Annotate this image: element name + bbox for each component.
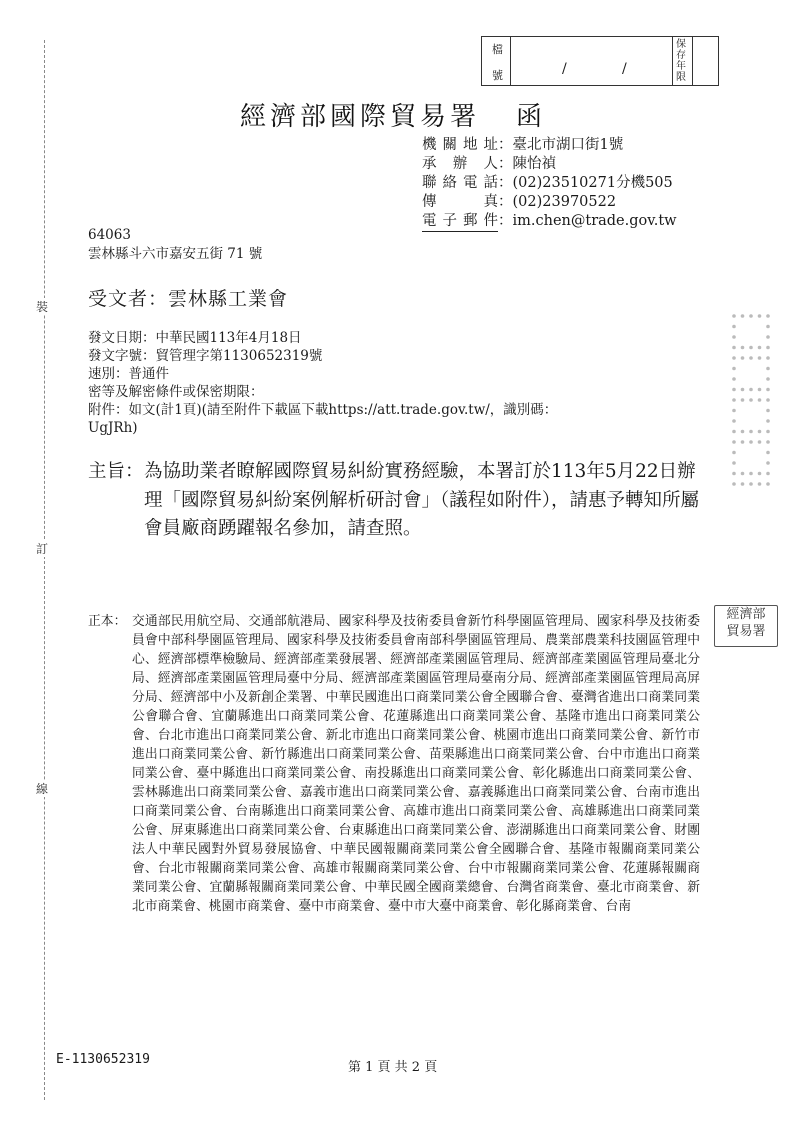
- issue-date: 發文日期：中華民國113年4月18日: [88, 330, 302, 346]
- document-id: E-1130652319: [56, 1052, 150, 1067]
- cc-label: 正本：: [88, 614, 127, 629]
- document-kind: 函: [516, 102, 547, 132]
- binding-margin-line: [44, 40, 45, 1100]
- binding-char-zhuang: 裝: [35, 300, 48, 314]
- subject-section: [88, 458, 708, 544]
- binding-char-xian: 線: [35, 782, 48, 796]
- contact-row-email: 電子郵件：im.chen@trade.gov.tw: [422, 212, 677, 232]
- recipient-name: 雲林縣工業會: [168, 288, 289, 310]
- binding-char-ding: 訂: [35, 542, 48, 556]
- retention-label: 保存年限: [676, 39, 686, 83]
- contact-row-phone: 聯絡電話：(02)23510271分機505: [422, 175, 673, 191]
- address-line: 雲林縣斗六市嘉安五街 71 號: [88, 246, 263, 262]
- page-number: 第 1 頁 共 2 頁: [348, 1060, 438, 1075]
- archive-label-top: 檔: [492, 43, 503, 56]
- agency-stamp: 經濟部 貿易署: [714, 605, 778, 647]
- contact-row-address: 機關地址：臺北市湖口街1號: [422, 137, 624, 153]
- archive-slash-2: /: [622, 61, 627, 77]
- contact-row-handler: 承辦人：陳怡禎: [422, 156, 556, 172]
- archive-label-bottom: 號: [492, 69, 503, 82]
- cc-list: 交通部民用航空局、交通部航港局、國家科學及技術委員會新竹科學園區管理局、國家科學及技術委員會中部科學園區管理局、國家科學及技術委員會南部科學園區管理局、農業部農業科技園區管理中心、經濟部標準檢驗局、經濟部產業發展署、經濟部產業園區管理局、經濟部產業園區管理局臺北分局、經濟部產業園區管理局臺中分局、經濟部產業園區管理局臺南分局、經濟部產業園區管理局高屏分局、經濟部中小及新創企業署、中華民國進出口商業同業公會全國聯合會、臺灣省進出口商業同業公會聯合會、宜蘭縣進出口商業同業公會、花蓮縣進出口商業同業公會、基隆市進出口商業同業公會、台北市進出口商業同業公會、新北市進出口商業同業公會、桃園市進出口商業同業公會、新竹市進出口商業同業公會、新竹縣進出口商業同業公會、苗栗縣進出口商業同業公會、台中市進出口商業同業公會、臺中縣進出口商業同業公會、南投縣進出口商業同業公會、彰化縣進出口商業同業公會、雲林縣進出口商業同業公會、嘉義市進出口商業同業公會、嘉義縣進出口商業同業公會、台南市進出口商業同業公會、台南縣進出口商業同業公會、高雄市進出口商業同業公會、高雄縣進出口商業同業公會、屏東縣進出口商業同業公會、台東縣進出口商業同業公會、澎湖縣進出口商業同業公會、財團法人中華民國對外貿易發展協會、中華民國報關商業同業公會全國聯合會、基隆市報關商業同業公會、台北市報關商業同業公會、高雄市報關商業同業公會、台中市報關商業同業公會、花蓮縣報關商業同業公會、宜蘭縣報關商業同業公會、中華民國全國商業總會、台灣省商業會、臺北市商業會、新北市商業會、桃園市商業會、臺中市商業會、臺中市大臺中商業會、彰化縣商業會、台南: [132, 614, 700, 914]
- archive-number-box: [481, 36, 719, 86]
- mailing-address: [88, 226, 262, 264]
- document-title: [240, 96, 546, 133]
- cc-section: [88, 612, 700, 916]
- recipient: [88, 284, 288, 311]
- postal-code: 64063: [88, 227, 131, 243]
- agency-name: 經濟部國際貿易署: [240, 102, 481, 132]
- attachment-line-1: 附件：如文(計1頁)(請至附件下載區下載https://att.trade.gov.tw/，識別碼：: [88, 402, 558, 418]
- issue-number: 發文字號：貿管理字第1130652319號: [88, 348, 323, 364]
- delivery-speed: 速別：普通件: [88, 366, 169, 382]
- archive-slash-1: /: [562, 61, 567, 77]
- margin-dot-marks: [730, 312, 772, 492]
- document-meta: [88, 329, 708, 437]
- subject-label: 主旨：: [88, 461, 144, 482]
- contact-row-fax: 傳真：(02)23970522: [422, 194, 617, 210]
- attachment-line-2: UgJRh): [88, 420, 138, 436]
- subject-text: 為協助業者瞭解國際貿易糾紛實務經驗，本署訂於113年5月22日辦理「國際貿易糾紛案例解析研討會」（議程如附件），請惠予轉知所屬會員廠商踴躍報名參加，請查照。: [144, 461, 700, 539]
- recipient-label: 受文者：: [88, 288, 169, 310]
- contact-info: [422, 136, 677, 232]
- secrecy-level: 密等及解密條件或保密期限：: [88, 384, 264, 400]
